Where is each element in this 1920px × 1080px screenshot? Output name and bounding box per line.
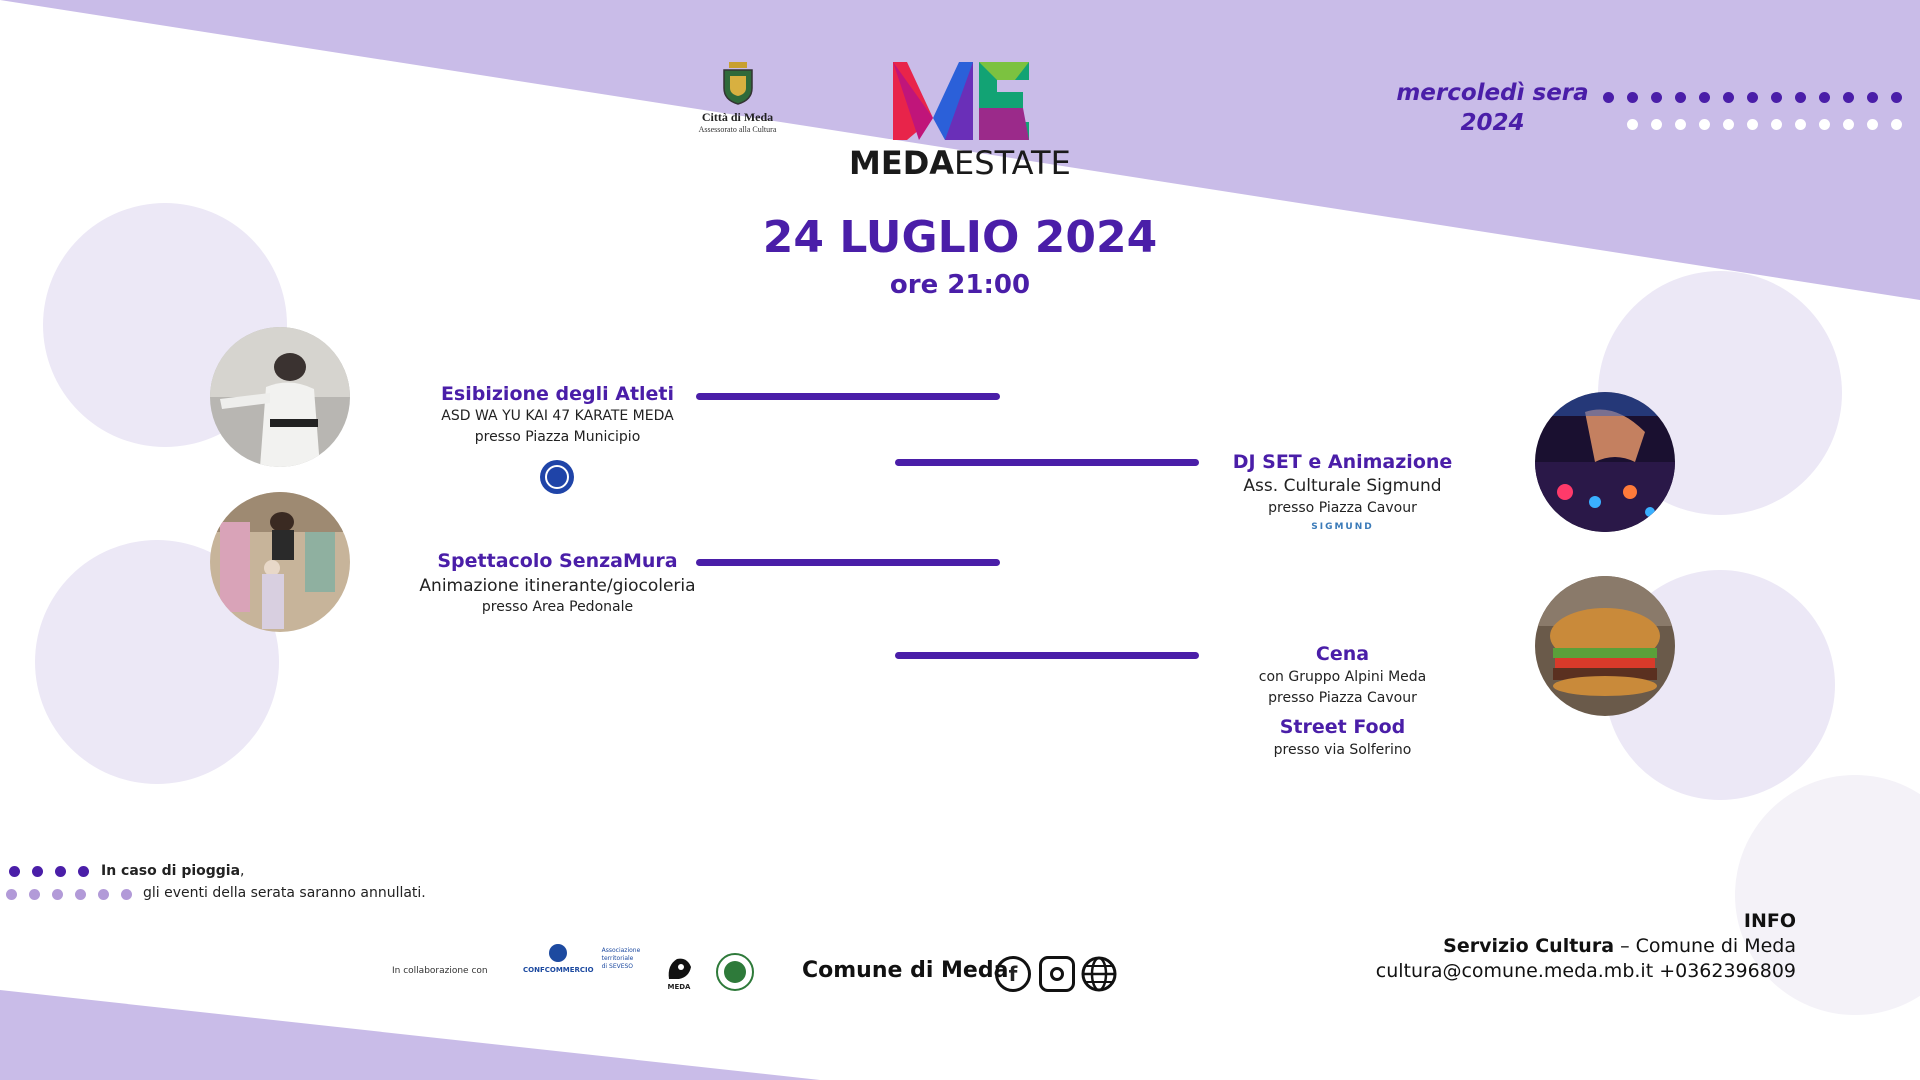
event-djset — [1210, 451, 1475, 532]
instagram-icon[interactable] — [1039, 956, 1075, 992]
event-date: 24 LUGLIO 2024 — [762, 212, 1158, 263]
assoc-seveso-text: Associazione territoriale di SEVESO — [601, 947, 641, 970]
rain-notice — [101, 863, 245, 879]
event-djset-title: DJ SET e Animazione — [1232, 451, 1453, 473]
event-karate-place: presso Piazza Municipio — [474, 429, 641, 445]
sigmund-logo: SIGMUND — [1311, 522, 1374, 532]
connector-bar-djset — [895, 459, 1199, 466]
event-cena-org: con Gruppo Alpini Meda — [1258, 669, 1427, 685]
meda-partner-text: MEDA — [667, 983, 691, 991]
info-block — [1300, 910, 1796, 982]
globe-icon[interactable] — [1081, 956, 1117, 996]
burger-photo — [1535, 576, 1675, 716]
juggler-photo — [210, 492, 350, 632]
alpini-logo-icon — [716, 953, 754, 991]
series-line-2: 2024 — [1460, 110, 1525, 136]
series-label — [1380, 78, 1605, 138]
connector-bar-cena — [895, 652, 1199, 659]
logo-wordmark — [849, 144, 1071, 182]
connector-bar-karate — [696, 393, 1000, 400]
event-senzamura-desc: Animazione itinerante/giocoleria — [419, 576, 696, 596]
series-line-1: mercoledì sera — [1396, 80, 1589, 106]
city-subtitle: Assessorato alla Cultura — [698, 125, 777, 134]
city-crest-block — [680, 60, 795, 134]
city-name: Città di Meda — [701, 110, 774, 124]
lion-icon — [665, 955, 693, 981]
confcommercio-text: CONFCOMMERCIO — [523, 966, 594, 974]
event-streetfood-title: Street Food — [1279, 716, 1406, 738]
info-heading: INFO — [1743, 910, 1796, 932]
event-cena-place: presso Piazza Cavour — [1268, 690, 1417, 706]
rain-notice-comma: , — [240, 863, 245, 879]
connector-bar-senzamura — [696, 559, 1000, 566]
info-service-rest: – Comune di Meda — [1614, 935, 1796, 957]
karate-club-logo-icon — [540, 460, 574, 494]
event-senzamura-title: Spettacolo SenzaMura — [437, 550, 678, 572]
event-time: ore 21:00 — [889, 270, 1031, 300]
event-karate-org: ASD WA YU KAI 47 KARATE MEDA — [441, 408, 674, 424]
event-djset-org: Ass. Culturale Sigmund — [1243, 476, 1442, 496]
collab-label: In collaborazione con — [392, 966, 488, 976]
event-djset-place: presso Piazza Cavour — [1268, 500, 1417, 516]
event-karate — [400, 383, 715, 445]
info-service — [1300, 935, 1796, 957]
medaestate-logo — [845, 60, 1075, 180]
rain-notice-rest: gli eventi della serata saranno annullati. — [143, 885, 426, 901]
logo-word-light: ESTATE — [954, 144, 1071, 182]
facebook-icon[interactable]: f — [995, 956, 1031, 992]
logo-word-bold: MEDA — [849, 144, 955, 182]
event-streetfood-place: presso via Solferino — [1273, 742, 1412, 758]
event-cena — [1210, 643, 1475, 758]
confcommercio-logo — [523, 928, 639, 990]
event-cena-title: Cena — [1315, 643, 1370, 665]
karate-photo — [210, 327, 350, 467]
info-service-bold: Servizio Cultura — [1443, 935, 1615, 957]
rain-notice-bold: In caso di pioggia — [101, 863, 241, 879]
comune-label: Comune di Meda — [802, 958, 1009, 983]
logo-me-graphic — [845, 60, 1075, 146]
meda-partner-logo — [663, 955, 695, 991]
event-karate-title: Esibizione degli Atleti — [440, 383, 675, 405]
event-senzamura-place: presso Area Pedonale — [481, 599, 634, 615]
city-crest-icon — [720, 60, 756, 106]
dj-photo — [1535, 392, 1675, 532]
info-contact[interactable]: cultura@comune.meda.mb.it +0362396809 — [1375, 960, 1796, 982]
event-senzamura — [400, 550, 715, 615]
